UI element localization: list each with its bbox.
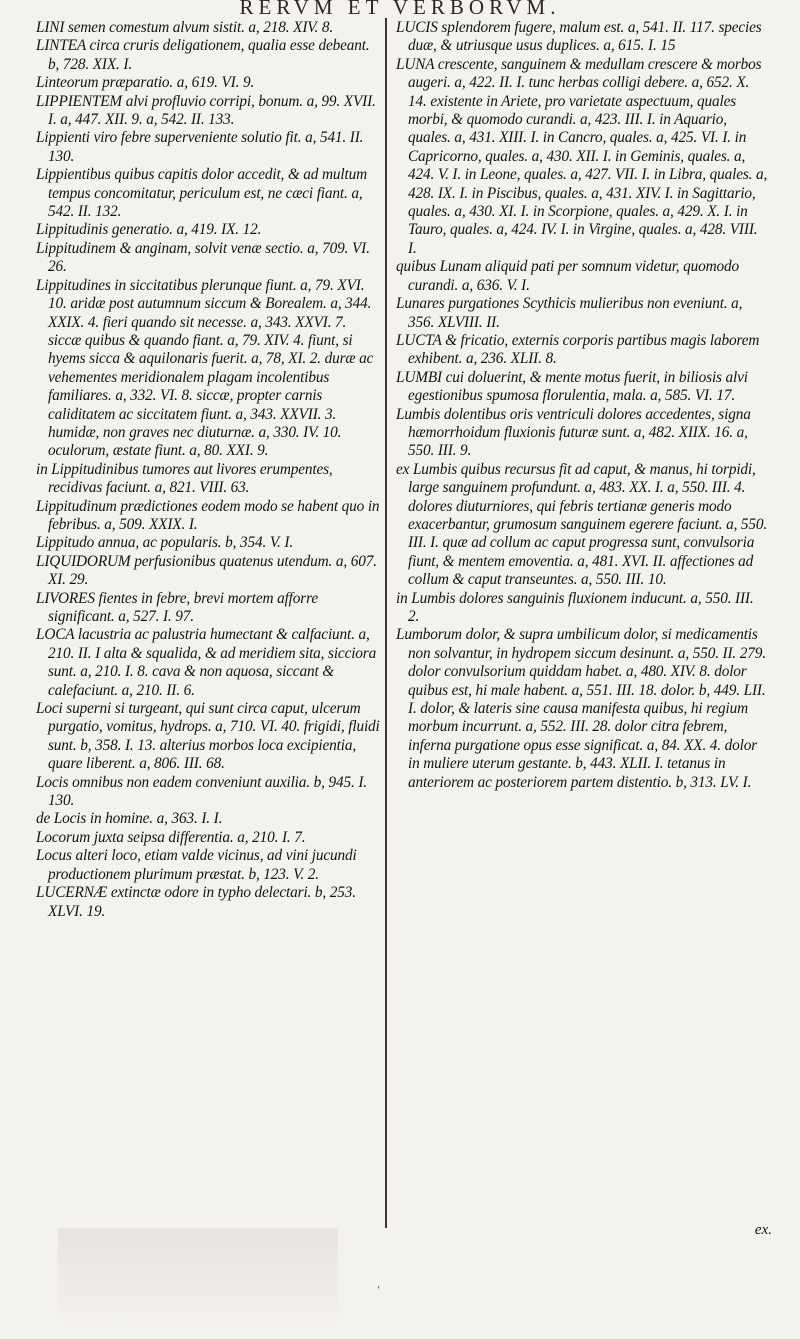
index-entry: Linteorum præparatio. a, 619. VI. 9. [36, 74, 255, 92]
index-entry: Lippitudines in siccitatibus plerunque fiunt. a, 79. XVI. 10. aridæ post autumnum siccum & Borealem. a, 344. XXIX. 4. fieri quando sit necesse. a, 343. XXVI. 7. siccæ quibus & quando fiant. a, 79. XIV. 4. fiunt, si hyems sicca & aquilonaris fuerit. a, 78, XI. 2. duræ ac vehementes meridionalem plagam incolentibus familiares. a, 332. VI. 8. siccæ, propter carnis caliditatem ac siccitatem fiunt. a, 343. XXVII. 3. humidæ, non graves nec diuturnæ. a, 330. IV. 10. oculorum, æstate fiunt. a, 80. XXI. 9. [36, 276, 374, 460]
right-column [396, 19, 768, 792]
index-entry: Locorum juxta seipsa differentia. a, 210. I. 7. [36, 828, 306, 846]
index-entry: LOCA lacustria ac palustria humectant & calfaciunt. a, 210. II. I alta & squalida, & ad meridiem sita, sicciora sunt. a, 210. I. 8. cava & non aquosa, siccant & calefaciunt. a, 210. II. 6. [36, 626, 377, 699]
running-header: RERVM ET VERBORVM. [239, 0, 561, 18]
index-entry: Lippienti viro febre superveniente solutio fit. a, 541. II. 130. [36, 129, 364, 165]
index-entry: Loci superni si turgeant, qui sunt circa caput, ulcerum purgatio, vomitus, hydrops. a, 710. VI. 40. frigidi, fluidi sunt. b, 358. I. 13. alterius morbos loca excipientia, quare liberent. a, 806. III. 68. [36, 700, 380, 773]
index-entry: Lunares purgationes Scythicis mulieribus non eveniunt. a, 356. XLVIII. II. [396, 295, 743, 331]
column-divider [385, 18, 387, 1228]
index-entry: Lippientibus quibus capitis dolor accedit, & ad multum tempus concomitatur, periculum est, ne cæci fiant. a, 542. II. 132. [36, 166, 367, 221]
index-entry: LUNA crescente, sanguinem & medullam crescere & morbos augeri. a, 422. II. I. tunc herbas colligi debere. a, 652. X. 14. existente in Ariete, pro varietate aspectuum, quales morbi, & quomodo curandi. a, 423. III. I. in Aquario, quales. a, 431. XIII. I. in Cancro, quales. a, 425. VI. I. in Capricorno, quales. a, 430. XII. I. in Geminis, quales. a, 424. V. I. in Leone, quales. a, 427. VII. I. in Libra, quales. a, 428. IX. I. in Piscibus, quales. a, 431. XIV. I. in Sagittario, quales. a, 430. XI. I. in Scorpione, quales. a, 429. X. I. in Tauro, quales. a, 424. IV. I. in Virgine, quales. a, 428. VIII. I. [396, 55, 768, 257]
catchword: ex. [754, 1222, 772, 1238]
index-entry: Lippitudinis generatio. a, 419. IX. 12. [36, 221, 262, 239]
index-entry: LUCIS splendorem fugere, malum est. a, 541. II. 117. species duæ, & utriusque usus duplices. a, 615. I. 15 [396, 19, 762, 55]
index-entry: in Lippitudinibus tumores aut livores erumpentes, recidivas faciunt. a, 821. VIII. 63. [36, 460, 333, 497]
index-entry: Lippitudinem & anginam, solvit venæ sectio. a, 709. VI. 26. [36, 239, 370, 276]
index-entry: Locis omnibus non eadem conveniunt auxilia. b, 945. I. 130. [36, 773, 367, 810]
index-entry: LUCTA & fricatio, externis corporis partibus magis laborem exhibent. a, 236. XLII. 8. [396, 331, 760, 368]
index-entry: Lippitudo annua, ac popularis. b, 354. V. I. [36, 534, 294, 552]
index-entry: LINTEA circa cruris deligationem, qualia esse debeant. b, 728. XIX. I. [36, 37, 370, 73]
index-entry: in Lumbis dolores sanguinis fluxionem inducunt. a, 550. III. 2. [396, 589, 754, 625]
index-entry: quibus Lunam aliquid pati per somnum videtur, quomodo curandi. a, 636. V. I. [396, 258, 740, 294]
index-entry: LUCERNÆ extinctæ odore in typho delectari. b, 253. XLVI. 19. [36, 884, 356, 920]
paper-speck: ˌ [376, 1272, 382, 1289]
index-entry: LIQUIDORUM perfusionibus quatenus utendum. a, 607. XI. 29. [36, 552, 377, 589]
index-entry: LUMBI cui doluerint, & mente motus fuerit, in biliosis alvi egestionibus spumosa florulentia, mala. a, 585. VI. 17. [396, 368, 748, 405]
index-entry: LIVORES fientes in febre, brevi mortem afforre significant. a, 527. I. 97. [36, 589, 318, 625]
index-entry: Locus alteri loco, etiam valde vicinus, ad vini jucundi productionem plurimum præstat. b, 123. V. 2. [36, 847, 357, 883]
left-column [36, 19, 382, 921]
index-entry: LIPPIENTEM alvi profluvio corripi, bonum. a, 99. XVII. I. a, 447. XII. 9. a, 542. II. 133. [36, 92, 376, 129]
index-entry: Lumbis dolentibus oris ventriculi dolores accedentes, signa hæmorrhoidum fluxionis futuræ sunt. a, 482. XIIX. 16. a, 550. III. 9. [396, 405, 751, 460]
index-entry: de Locis in homine. a, 363. I. I. [36, 810, 223, 828]
index-entry: Lippitudinum prædictiones eodem modo se habent quo in febribus. a, 509. XXIX. I. [36, 497, 380, 533]
index-entry: Lumborum dolor, & supra umbilicum dolor, si medicamentis non solvantur, in hydropem siccum desinunt. a, 550. II. 279. dolor convulsorium quiddam habet. a, 480. XIV. 8. dolor quibus est, hi male habent. a, 551. III. 18. dolor. b, 449. LII. I. dolor, & lateris sine causa manifesta quibus, hi regium morbum incurrunt. a, 552. III. 28. dolor citra febrem, inferna purgatione opus esse significat. a, 84. XX. 4. dolor in muliere uterum gestante. b, 443. XLII. I. tetanus in anteriorem ac posteriorem partem distentio. b, 313. LV. I. [396, 626, 766, 791]
show-through-shadow [58, 1228, 338, 1328]
index-entry: ex Lumbis quibus recursus fit ad caput, & manus, hi torpidi, large sanguinem profundunt. a, 483. XX. I. a, 550. III. 4. dolores diuturniores, qui febris tertianæ generis modo exacerbantur, grumosum sanguinem egerere faciunt. a, 550. III. I. quæ ad collum ac caput progressa sunt, convulsoria fiunt, & mentem emoventia. a, 481. XVI. II. affectiones ad collum & caput transeuntes. a, 550. III. 10. [396, 460, 768, 589]
index-entry: LINI semen comestum alvum sistit. a, 218. XIV. 8. [36, 19, 334, 36]
